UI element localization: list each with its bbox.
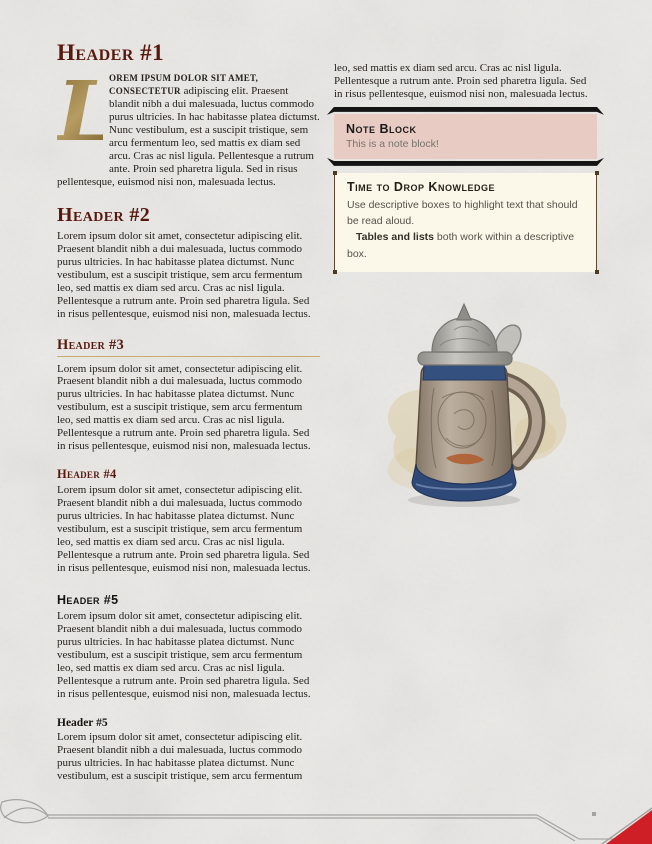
note-block-body: This is a note block! — [346, 137, 439, 150]
corner-ornament — [595, 171, 599, 175]
section-header-1: Header #1 — [57, 40, 165, 65]
footer-red-triangle — [606, 810, 652, 844]
drop-cap-letter: L — [57, 74, 103, 164]
note-block-title: Note Block — [346, 121, 417, 136]
descriptive-box-line2-bold: Tables and lists — [356, 231, 434, 244]
note-block-bottom-bar — [327, 158, 604, 166]
right-column — [334, 62, 597, 515]
paragraph: Lorem ipsum dolor sit amet, consectetur adipiscing elit. Praesent blandit nibh a dui malesuada, luctus commodo purus ultricies. In hac habitasse platea dictumst. Nunc vestibulum, est a suscipit tristique, sem arcu fermentum leo, sed mattis ex diam sed arcu. Cras ac nisl ligula. Pellentesque a rutrum ante. Proin sed pharetra ligula. Sed in risus pellentesque, euismod nisi non, malesuada lectus. — [57, 229, 311, 320]
section-header-3: Header #3 — [57, 337, 320, 357]
paragraph-truncated: Lorem ipsum dolor sit amet, consectetur adipiscing elit. Praesent blandit nibh a dui malesuada, luctus commodo purus ultricies. In hac habitasse platea dictumst. Nunc vestibulum, est a suscipit tristique, sem arcu fermentum — [57, 730, 303, 782]
section-header-2: Header #2 — [57, 203, 151, 226]
paragraph-with-dropcap — [57, 64, 320, 189]
descriptive-box-line1: Use descriptive boxes to highlight text that should be read aloud. — [347, 198, 578, 228]
corner-ornament — [333, 171, 337, 175]
note-block — [334, 114, 597, 159]
continuation-paragraph: leo, sed mattis ex diam sed arcu. Cras ac nisl ligula. Pellentesque a rutrum ante. Proin sed pharetra ligula. Sed in risus pellentesque, euismod nisi non, malesuada lectus. — [334, 62, 588, 100]
footer-square-dot — [592, 812, 596, 816]
paragraph: Lorem ipsum dolor sit amet, consectetur adipiscing elit. Praesent blandit nibh a dui malesuada, luctus commodo purus ultricies. In hac habitasse platea dictumst. Nunc vestibulum, est a suscipit tristique, sem arcu fermentum leo, sed mattis ex diam sed arcu. Cras ac nisl ligula. Pellentesque a rutrum ante. Proin sed pharetra ligula. Sed in risus pellentesque, euismod nisi non, malesuada lectus. — [57, 484, 311, 575]
note-block-top-bar — [327, 107, 604, 115]
descriptive-box-title: Time to Drop Knowledge — [347, 179, 495, 194]
section-header-5-bold: Header #5 — [57, 716, 108, 729]
beer-stein-illustration — [350, 298, 582, 510]
stein-lid-dome — [432, 318, 497, 352]
descriptive-box-line2 — [347, 229, 584, 262]
descriptive-box-line2-rest: both work within a descriptive box. — [347, 231, 575, 260]
footer-leaf-vein — [4, 808, 48, 818]
illustration-container — [334, 298, 597, 515]
stein-finial — [457, 304, 471, 320]
stein-top-band — [423, 364, 506, 380]
corner-ornament — [595, 270, 599, 274]
section-header-5: Header #5 — [57, 593, 119, 608]
paragraph-text: adipiscing elit. Praesent blandit nibh a dui malesuada, luctus commodo purus ultricies. In hac habitasse platea dictumst. Nunc vestibulum, est a suscipit tristique, sem arcu fermentum leo, sed mattis ex diam sed arcu. Cras ac nisl ligula. Pellentesque a rutrum ante. Proin sed pharetra ligula. Sed in risus pellentesque, euismod nisi non, malesuada lectus. — [57, 84, 320, 188]
descriptive-box — [334, 173, 597, 272]
stein-lid-rim — [418, 352, 512, 365]
paragraph: Lorem ipsum dolor sit amet, consectetur adipiscing elit. Praesent blandit nibh a dui malesuada, luctus commodo purus ultricies. In hac habitasse platea dictumst. Nunc vestibulum, est a suscipit tristique, sem arcu fermentum leo, sed mattis ex diam sed arcu. Cras ac nisl ligula. Pellentesque a rutrum ante. Proin sed pharetra ligula. Sed in risus pellentesque, euismod nisi non, malesuada lectus. — [57, 610, 311, 700]
left-column — [57, 40, 320, 783]
section-header-4: Header #4 — [57, 467, 117, 482]
lead-small-caps: OREM IPSUM DOLOR SIT AMET, CONSECTETUR — [109, 73, 259, 96]
corner-ornament — [333, 270, 337, 274]
stein-body — [416, 366, 512, 485]
paragraph: Lorem ipsum dolor sit amet, consectetur adipiscing elit. Praesent blandit nibh a dui malesuada, luctus commodo purus ultricies. In hac habitasse platea dictumst. Nunc vestibulum, est a suscipit tristique, sem arcu fermentum leo, sed mattis ex diam sed arcu. Cras ac nisl ligula. Pellentesque a rutrum ante. Proin sed pharetra ligula. Sed in risus pellentesque, euismod nisi non, malesuada lectus. — [57, 362, 311, 453]
footer-ornament — [0, 784, 652, 844]
